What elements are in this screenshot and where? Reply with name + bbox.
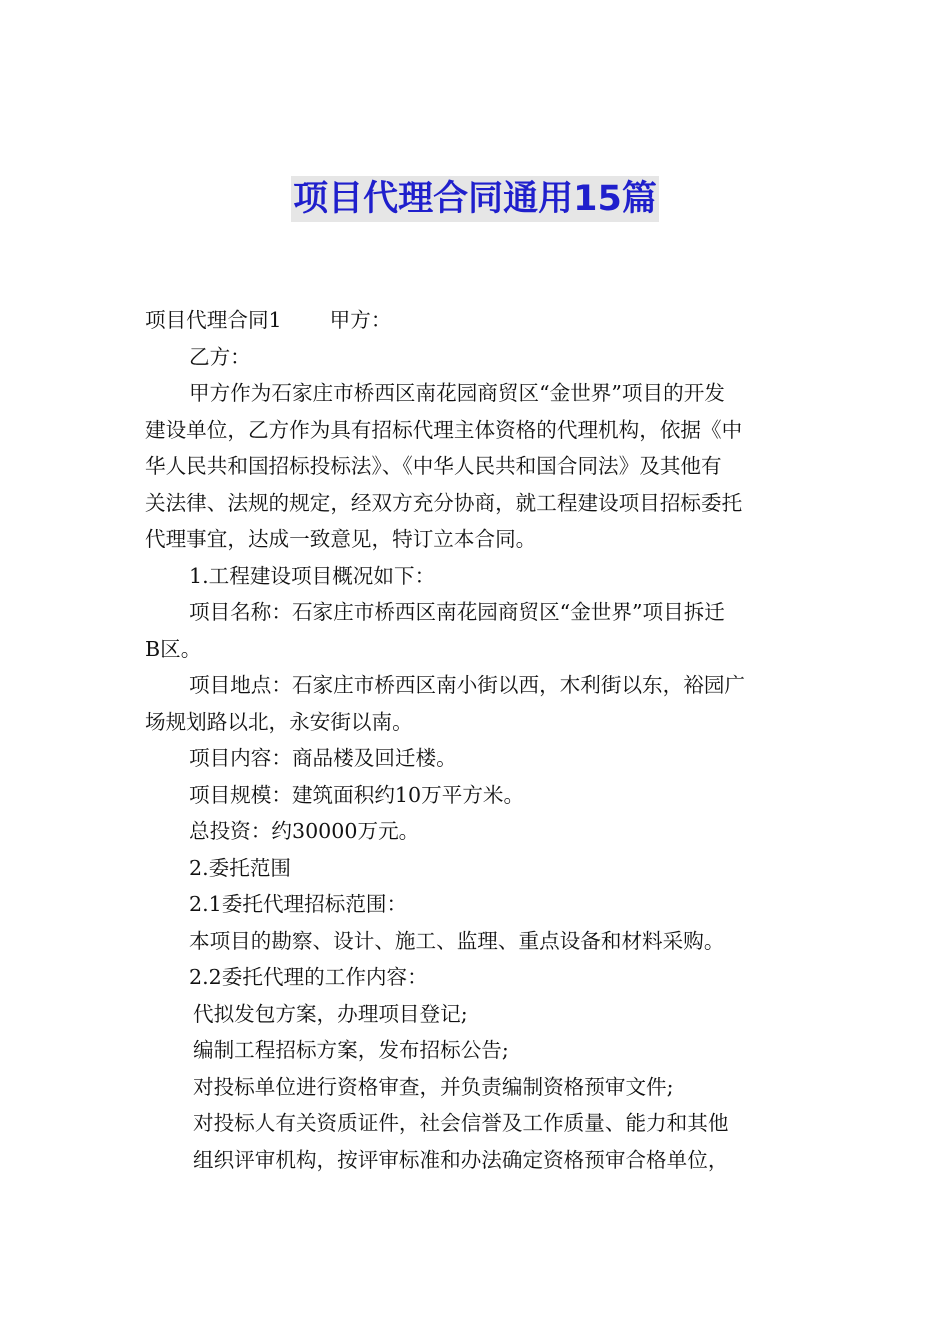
paragraph-line: 项目地点：石家庄市桥西区南小街以西，木利街以东，裕园广 [189, 673, 746, 697]
document-body [145, 302, 807, 1178]
paragraph-line: 总投资：约30000万元。 [189, 819, 420, 843]
contract-heading: 项目代理合同1 [145, 308, 282, 332]
paragraph-line: 编制工程招标方案，发布招标公告; [193, 1038, 509, 1062]
paragraph-line: 2.委托范围 [189, 855, 292, 880]
document-title: 项目代理合同通用15篇 [291, 176, 659, 222]
paragraph-line: 1.工程建设项目概况如下： [189, 563, 436, 588]
paragraph-line: 建设单位，乙方作为具有招标代理主体资格的代理机构，依据《中 [145, 417, 743, 442]
paragraph-line: 乙方： [189, 344, 251, 369]
paragraph-line: 对投标单位进行资格审查，并负责编制资格预审文件; [193, 1074, 674, 1099]
paragraph-line: 本项目的勘察、设计、施工、监理、重点设备和材料采购。 [189, 928, 725, 953]
paragraph-line: 对投标人有关资质证件，社会信誉及工作质量、能力和其他 [193, 1111, 729, 1135]
paragraph-line: 甲方作为石家庄市桥西区南花园商贸区“金世界”项目的开发 [189, 381, 725, 405]
paragraph-line: B区。 [145, 636, 202, 661]
paragraph-line [145, 302, 807, 339]
title-container [0, 176, 950, 222]
paragraph-line: 项目名称：石家庄市桥西区南花园商贸区“金世界”项目拆迁 [189, 600, 725, 624]
paragraph-line: 项目规模：建筑面积约10万平方米。 [189, 782, 525, 807]
paragraph-line: 项目内容：商品楼及回迁楼。 [189, 746, 457, 770]
paragraph-line: 组织评审机构，按评审标准和办法确定资格预审合格单位， [193, 1147, 729, 1172]
paragraph-line: 2.2委托代理的工作内容： [189, 965, 428, 989]
paragraph-line: 关法律、法规的规定，经双方充分协商，就工程建设项目招标委托 [145, 490, 743, 515]
paragraph-line: 场规划路以北，永安街以南。 [145, 709, 413, 734]
paragraph-line: 代拟发包方案，办理项目登记; [193, 1001, 468, 1026]
paragraph-line: 2.1委托代理招标范围： [189, 892, 408, 916]
party-a-label: 甲方： [329, 308, 392, 332]
paragraph-line: 华人民共和国招标投标法》、《中华人民共和国合同法》及其他有 [145, 454, 722, 478]
paragraph-line: 代理事宜，达成一致意见，特订立本合同。 [145, 527, 537, 551]
